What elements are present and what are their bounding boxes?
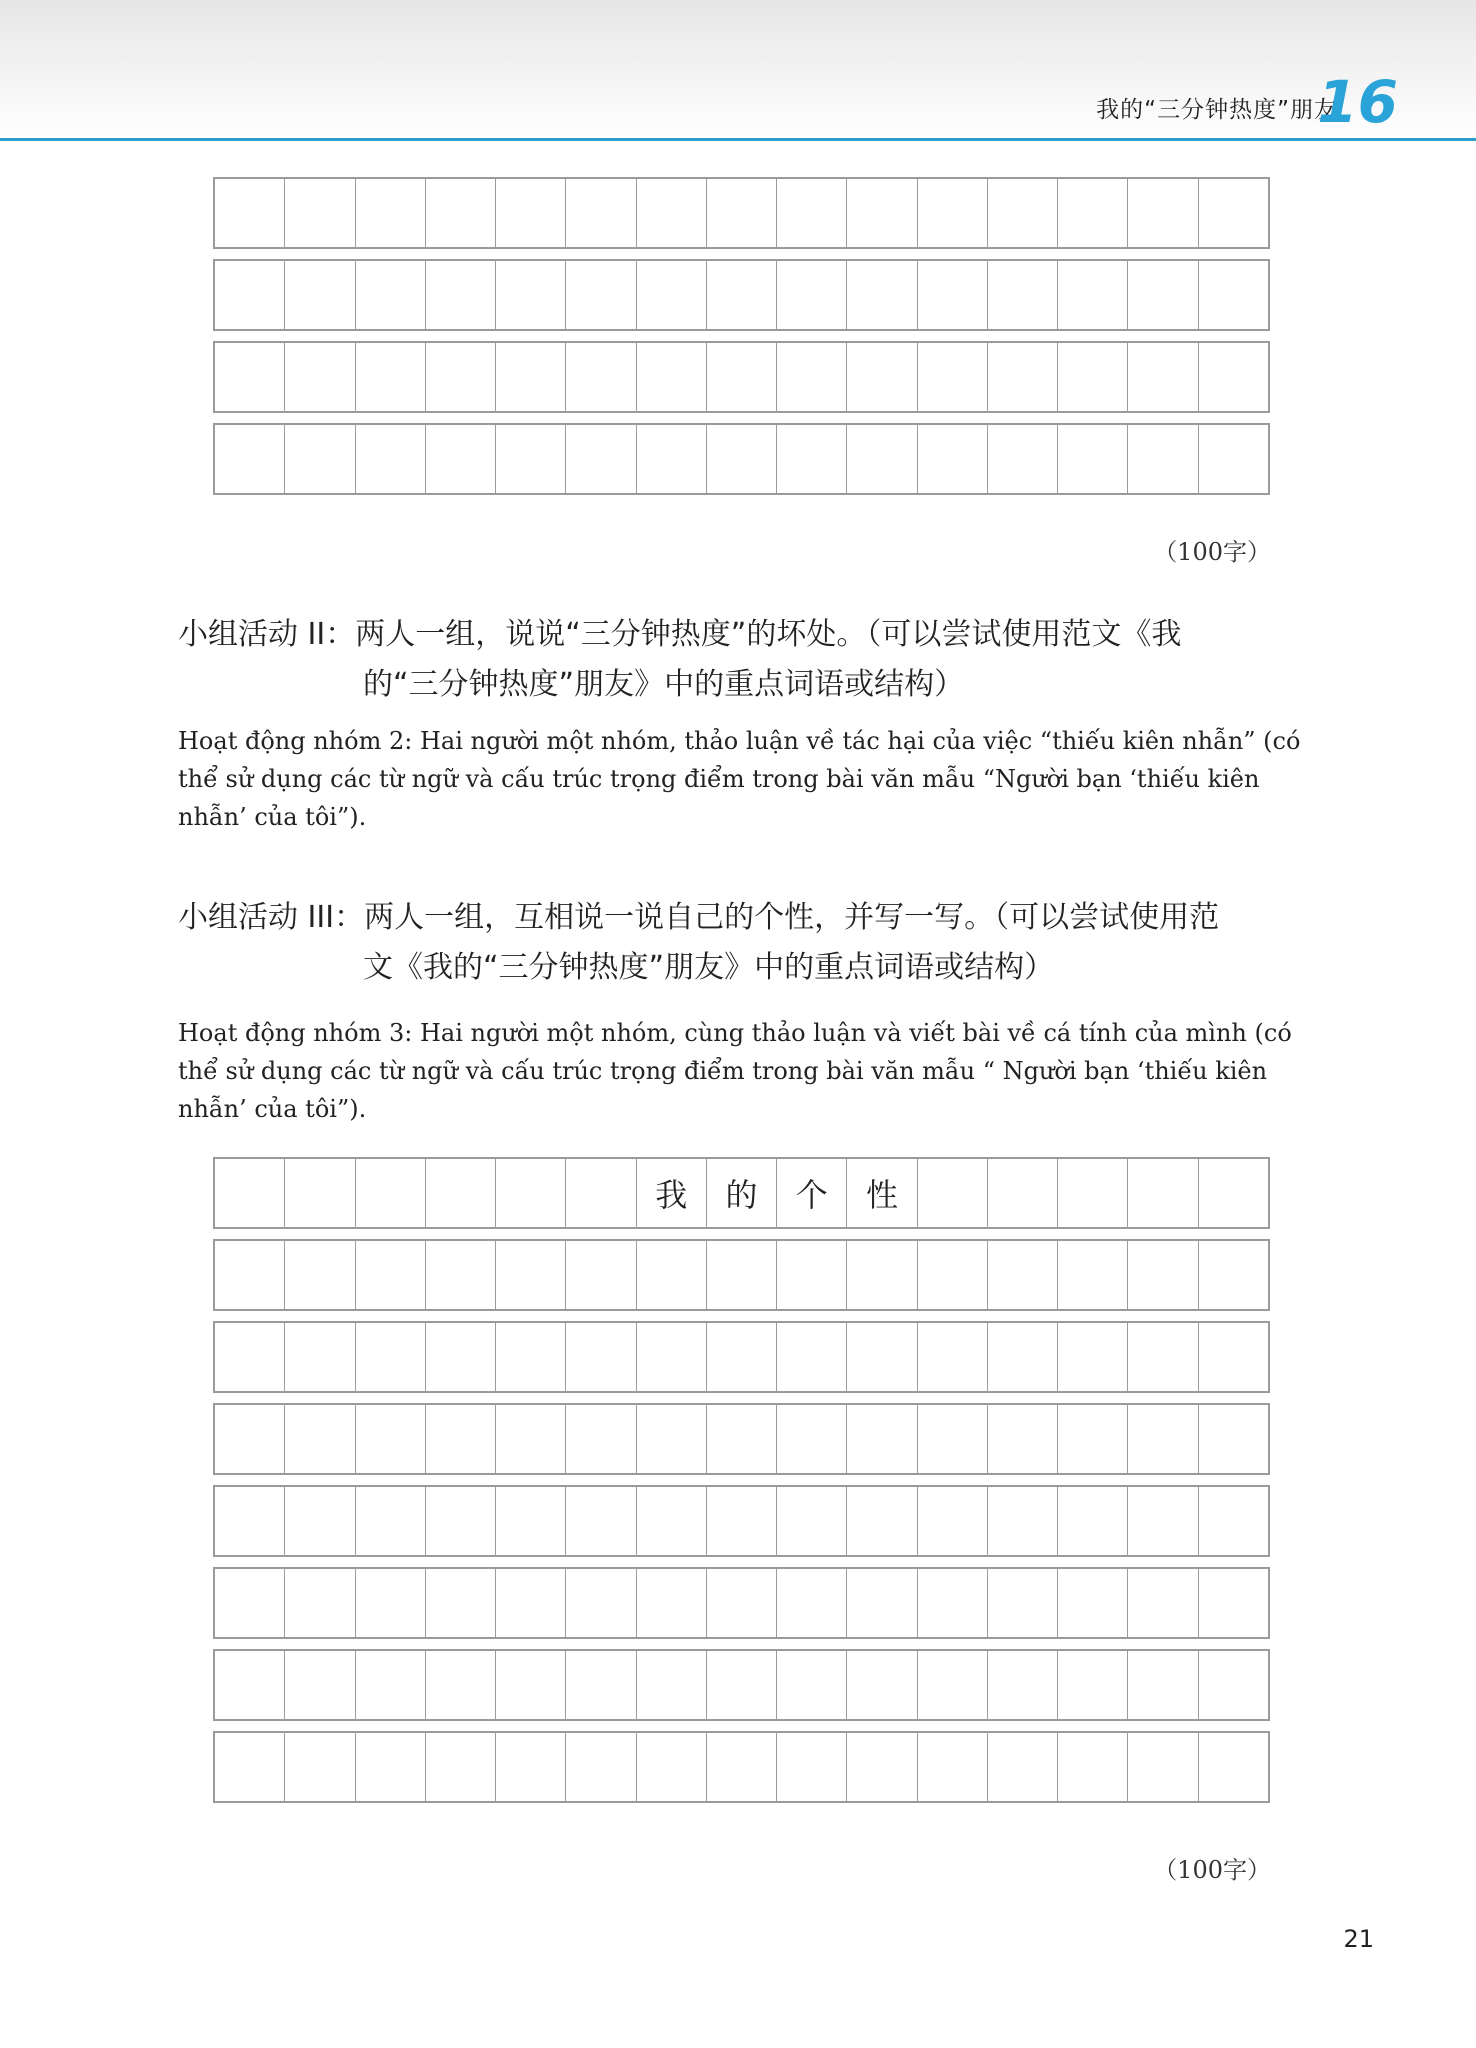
grid-cell[interactable] xyxy=(917,1323,987,1391)
grid-cell[interactable] xyxy=(215,1487,284,1555)
grid-cell[interactable] xyxy=(284,1159,354,1227)
grid-cell[interactable] xyxy=(565,1733,635,1801)
grid-cell[interactable] xyxy=(636,179,706,247)
grid-cell[interactable] xyxy=(1198,343,1268,411)
grid-cell[interactable] xyxy=(215,1159,284,1227)
grid-cell[interactable] xyxy=(706,179,776,247)
grid-cell[interactable] xyxy=(355,1241,425,1309)
grid-cell[interactable] xyxy=(846,179,916,247)
grid-cell[interactable] xyxy=(425,425,495,493)
grid-cell[interactable] xyxy=(987,1487,1057,1555)
grid-cell[interactable] xyxy=(987,425,1057,493)
grid-cell[interactable] xyxy=(1198,261,1268,329)
grid-cell[interactable] xyxy=(284,343,354,411)
grid-cell[interactable] xyxy=(425,1487,495,1555)
grid-cell[interactable] xyxy=(565,1241,635,1309)
grid-cell[interactable] xyxy=(706,1405,776,1473)
grid-cell[interactable] xyxy=(215,179,284,247)
grid-cell[interactable] xyxy=(1127,1733,1197,1801)
word-count-note-bottom: （100字） xyxy=(1153,1856,1271,1884)
grid-cell[interactable] xyxy=(495,1405,565,1473)
grid-cell[interactable] xyxy=(987,1733,1057,1801)
grid-cell[interactable] xyxy=(917,1405,987,1473)
grid-cell[interactable] xyxy=(425,343,495,411)
grid-cell[interactable] xyxy=(1127,1159,1197,1227)
writing-grid-top xyxy=(213,177,1270,495)
grid-cell[interactable] xyxy=(917,179,987,247)
grid-cell[interactable] xyxy=(846,1733,916,1801)
grid-cell[interactable] xyxy=(565,1651,635,1719)
grid-cell[interactable] xyxy=(565,1323,635,1391)
grid-cell[interactable] xyxy=(776,425,846,493)
grid-cell[interactable] xyxy=(495,343,565,411)
grid-cell[interactable] xyxy=(636,1323,706,1391)
grid-cell[interactable] xyxy=(846,1405,916,1473)
grid-cell[interactable] xyxy=(706,343,776,411)
grid-cell[interactable] xyxy=(1198,1159,1268,1227)
grid-cell[interactable] xyxy=(987,1651,1057,1719)
grid-cell[interactable] xyxy=(1198,1651,1268,1719)
grid-cell[interactable] xyxy=(1127,179,1197,247)
page-number: 21 xyxy=(1343,1925,1374,1953)
grid-cell[interactable] xyxy=(776,1651,846,1719)
grid-cell[interactable] xyxy=(636,1405,706,1473)
grid-cell[interactable] xyxy=(846,1323,916,1391)
grid-cell[interactable] xyxy=(987,1241,1057,1309)
grid-cell[interactable] xyxy=(987,343,1057,411)
grid-cell[interactable] xyxy=(284,179,354,247)
grid-cell[interactable] xyxy=(846,425,916,493)
grid-row xyxy=(213,177,1270,249)
grid-cell[interactable] xyxy=(1198,1323,1268,1391)
grid-cell[interactable] xyxy=(1057,425,1127,493)
grid-cell[interactable] xyxy=(987,261,1057,329)
grid-cell[interactable] xyxy=(776,343,846,411)
grid-cell[interactable] xyxy=(917,343,987,411)
grid-cell[interactable] xyxy=(706,425,776,493)
grid-cell[interactable] xyxy=(425,1651,495,1719)
grid-row xyxy=(213,341,1270,413)
grid-cell[interactable] xyxy=(495,425,565,493)
grid-cell[interactable] xyxy=(565,343,635,411)
grid-row xyxy=(213,259,1270,331)
grid-cell[interactable]: 个 xyxy=(776,1159,846,1227)
grid-cell[interactable] xyxy=(706,1323,776,1391)
header-rule xyxy=(0,138,1476,141)
grid-cell[interactable] xyxy=(1057,343,1127,411)
grid-cell[interactable] xyxy=(1198,1733,1268,1801)
grid-cell[interactable] xyxy=(284,1569,354,1637)
grid-cell[interactable] xyxy=(776,1487,846,1555)
grid-cell[interactable] xyxy=(1198,425,1268,493)
grid-cell[interactable] xyxy=(495,1323,565,1391)
grid-cell[interactable] xyxy=(1127,1405,1197,1473)
grid-cell[interactable]: 的 xyxy=(706,1159,776,1227)
grid-cell[interactable] xyxy=(1127,425,1197,493)
grid-cell[interactable] xyxy=(565,1569,635,1637)
grid-cell[interactable] xyxy=(636,1241,706,1309)
grid-cell[interactable] xyxy=(215,1323,284,1391)
grid-cell[interactable] xyxy=(636,343,706,411)
word-count-note-top: （100字） xyxy=(1153,538,1271,566)
grid-cell[interactable] xyxy=(495,1241,565,1309)
activity-3-line1: 小组活动 III：两人一组，互相说一说自己的个性，并写一写。（可以尝试使用范 xyxy=(178,900,1220,935)
grid-cell[interactable] xyxy=(636,1569,706,1637)
grid-cell[interactable] xyxy=(776,1323,846,1391)
grid-cell[interactable] xyxy=(425,179,495,247)
grid-cell[interactable] xyxy=(425,1405,495,1473)
grid-cell[interactable] xyxy=(846,1651,916,1719)
grid-cell[interactable] xyxy=(776,261,846,329)
grid-cell[interactable] xyxy=(1127,1241,1197,1309)
grid-cell[interactable] xyxy=(776,1241,846,1309)
grid-cell[interactable] xyxy=(355,1569,425,1637)
grid-cell[interactable] xyxy=(776,1733,846,1801)
grid-cell[interactable] xyxy=(706,1569,776,1637)
grid-cell[interactable] xyxy=(1198,1405,1268,1473)
grid-cell[interactable] xyxy=(355,261,425,329)
grid-cell[interactable] xyxy=(1127,1323,1197,1391)
grid-cell[interactable] xyxy=(636,261,706,329)
activity-2-translation: Hoạt động nhóm 2: Hai người một nhóm, thảo luận về tác hại của việc “thiếu kiên nhẫn” (có thể sử dụng các từ ngữ và cấu trúc trọng điểm trong bài văn mẫu “Người bạn ‘thiếu kiên nhẫn’ của tôi”). xyxy=(178,727,1301,831)
grid-cell[interactable]: 我 xyxy=(636,1159,706,1227)
grid-cell[interactable] xyxy=(215,1733,284,1801)
grid-cell[interactable] xyxy=(917,261,987,329)
grid-row xyxy=(213,1403,1270,1475)
grid-cell[interactable] xyxy=(846,1241,916,1309)
grid-cell[interactable] xyxy=(1198,179,1268,247)
grid-cell[interactable] xyxy=(846,1487,916,1555)
grid-cell[interactable] xyxy=(425,1241,495,1309)
grid-cell[interactable] xyxy=(355,425,425,493)
grid-cell[interactable] xyxy=(987,1159,1057,1227)
grid-cell[interactable] xyxy=(284,1405,354,1473)
grid-cell[interactable] xyxy=(284,1487,354,1555)
grid-cell[interactable] xyxy=(1198,1241,1268,1309)
grid-cell[interactable] xyxy=(917,1241,987,1309)
grid-cell[interactable] xyxy=(495,1733,565,1801)
grid-cell[interactable] xyxy=(565,261,635,329)
grid-cell[interactable] xyxy=(215,1405,284,1473)
grid-cell[interactable] xyxy=(987,179,1057,247)
grid-cell[interactable] xyxy=(355,1159,425,1227)
grid-cell[interactable] xyxy=(1057,1569,1127,1637)
grid-cell[interactable] xyxy=(355,1651,425,1719)
lesson-title: 我的“三分钟热度”朋友 xyxy=(1096,97,1338,123)
grid-cell[interactable] xyxy=(215,1569,284,1637)
grid-cell[interactable] xyxy=(917,1651,987,1719)
activity-2-line1: 小组活动 II：两人一组，说说“三分钟热度”的坏处。（可以尝试使用范文《我 xyxy=(178,617,1182,652)
grid-row xyxy=(213,1485,1270,1557)
grid-row xyxy=(213,1321,1270,1393)
grid-cell[interactable] xyxy=(706,1733,776,1801)
grid-cell[interactable] xyxy=(355,1487,425,1555)
activity-2-instruction xyxy=(178,610,1181,710)
grid-cell[interactable] xyxy=(215,261,284,329)
grid-cell[interactable] xyxy=(1127,1651,1197,1719)
grid-cell[interactable] xyxy=(846,261,916,329)
grid-cell[interactable] xyxy=(425,1323,495,1391)
grid-cell[interactable] xyxy=(846,343,916,411)
grid-cell[interactable] xyxy=(215,1241,284,1309)
grid-cell[interactable] xyxy=(284,1241,354,1309)
grid-cell[interactable]: 性 xyxy=(846,1159,916,1227)
grid-cell[interactable] xyxy=(565,179,635,247)
grid-cell[interactable] xyxy=(495,1487,565,1555)
grid-cell[interactable] xyxy=(706,261,776,329)
grid-cell[interactable] xyxy=(565,425,635,493)
grid-cell[interactable] xyxy=(425,261,495,329)
grid-row xyxy=(213,1731,1270,1803)
grid-cell[interactable] xyxy=(706,1651,776,1719)
grid-cell[interactable] xyxy=(495,261,565,329)
grid-cell[interactable] xyxy=(355,179,425,247)
grid-cell[interactable] xyxy=(1057,1487,1127,1555)
writing-grid-bottom xyxy=(213,1157,1270,1803)
grid-cell[interactable] xyxy=(1198,1569,1268,1637)
grid-row xyxy=(213,1567,1270,1639)
grid-row xyxy=(213,1157,1270,1229)
grid-cell[interactable] xyxy=(215,1651,284,1719)
grid-cell[interactable] xyxy=(917,425,987,493)
grid-cell[interactable] xyxy=(1057,1651,1127,1719)
grid-cell[interactable] xyxy=(987,1405,1057,1473)
grid-cell[interactable] xyxy=(1057,1405,1127,1473)
grid-cell[interactable] xyxy=(215,425,284,493)
activity-3-line2: 文《我的“三分钟热度”朋友》中的重点词语或结构） xyxy=(363,950,1055,985)
grid-cell[interactable] xyxy=(917,1159,987,1227)
grid-cell[interactable] xyxy=(495,179,565,247)
grid-cell[interactable] xyxy=(425,1569,495,1637)
grid-cell[interactable] xyxy=(776,1405,846,1473)
grid-cell[interactable] xyxy=(776,1569,846,1637)
grid-cell[interactable] xyxy=(425,1159,495,1227)
lesson-number: 16 xyxy=(1317,68,1398,136)
grid-cell[interactable] xyxy=(1057,1733,1127,1801)
activity-3-translation: Hoạt động nhóm 3: Hai người một nhóm, cùng thảo luận và viết bài về cá tính của mình (có thể sử dụng các từ ngữ và cấu trúc trọng điểm trong bài văn mẫu “ Người bạn ‘thiếu kiên nhẫn’ của tôi”). xyxy=(178,1019,1292,1123)
grid-cell[interactable] xyxy=(1127,1487,1197,1555)
grid-cell[interactable] xyxy=(215,343,284,411)
grid-cell[interactable] xyxy=(355,1733,425,1801)
activity-3-instruction xyxy=(178,893,1219,993)
grid-cell[interactable] xyxy=(636,425,706,493)
grid-cell[interactable] xyxy=(1057,179,1127,247)
grid-cell[interactable] xyxy=(355,1405,425,1473)
grid-cell[interactable] xyxy=(1198,1487,1268,1555)
grid-cell[interactable] xyxy=(706,1241,776,1309)
grid-cell[interactable] xyxy=(495,1159,565,1227)
grid-cell[interactable] xyxy=(284,1651,354,1719)
activity-2-line2: 的“三分钟热度”朋友》中的重点词语或结构） xyxy=(363,667,965,702)
grid-row xyxy=(213,1649,1270,1721)
grid-cell[interactable] xyxy=(495,1651,565,1719)
grid-cell[interactable] xyxy=(284,1733,354,1801)
grid-cell[interactable] xyxy=(987,1569,1057,1637)
grid-cell[interactable] xyxy=(565,1159,635,1227)
grid-cell[interactable] xyxy=(565,1487,635,1555)
grid-cell[interactable] xyxy=(1127,1569,1197,1637)
grid-cell[interactable] xyxy=(636,1733,706,1801)
grid-cell[interactable] xyxy=(776,179,846,247)
grid-row xyxy=(213,423,1270,495)
grid-cell[interactable] xyxy=(636,1487,706,1555)
grid-cell[interactable] xyxy=(1057,1241,1127,1309)
grid-cell[interactable] xyxy=(1057,1323,1127,1391)
grid-cell[interactable] xyxy=(1127,261,1197,329)
grid-cell[interactable] xyxy=(846,1569,916,1637)
grid-cell[interactable] xyxy=(284,261,354,329)
grid-cell[interactable] xyxy=(565,1405,635,1473)
grid-cell[interactable] xyxy=(706,1487,776,1555)
grid-cell[interactable] xyxy=(284,425,354,493)
grid-cell[interactable] xyxy=(1127,343,1197,411)
grid-cell[interactable] xyxy=(284,1323,354,1391)
grid-cell[interactable] xyxy=(1057,261,1127,329)
grid-cell[interactable] xyxy=(1057,1159,1127,1227)
grid-cell[interactable] xyxy=(917,1487,987,1555)
grid-cell[interactable] xyxy=(355,1323,425,1391)
grid-cell[interactable] xyxy=(495,1569,565,1637)
grid-cell[interactable] xyxy=(425,1733,495,1801)
grid-row xyxy=(213,1239,1270,1311)
grid-cell[interactable] xyxy=(636,1651,706,1719)
grid-cell[interactable] xyxy=(355,343,425,411)
grid-cell[interactable] xyxy=(987,1323,1057,1391)
grid-cell[interactable] xyxy=(917,1733,987,1801)
grid-cell[interactable] xyxy=(917,1569,987,1637)
